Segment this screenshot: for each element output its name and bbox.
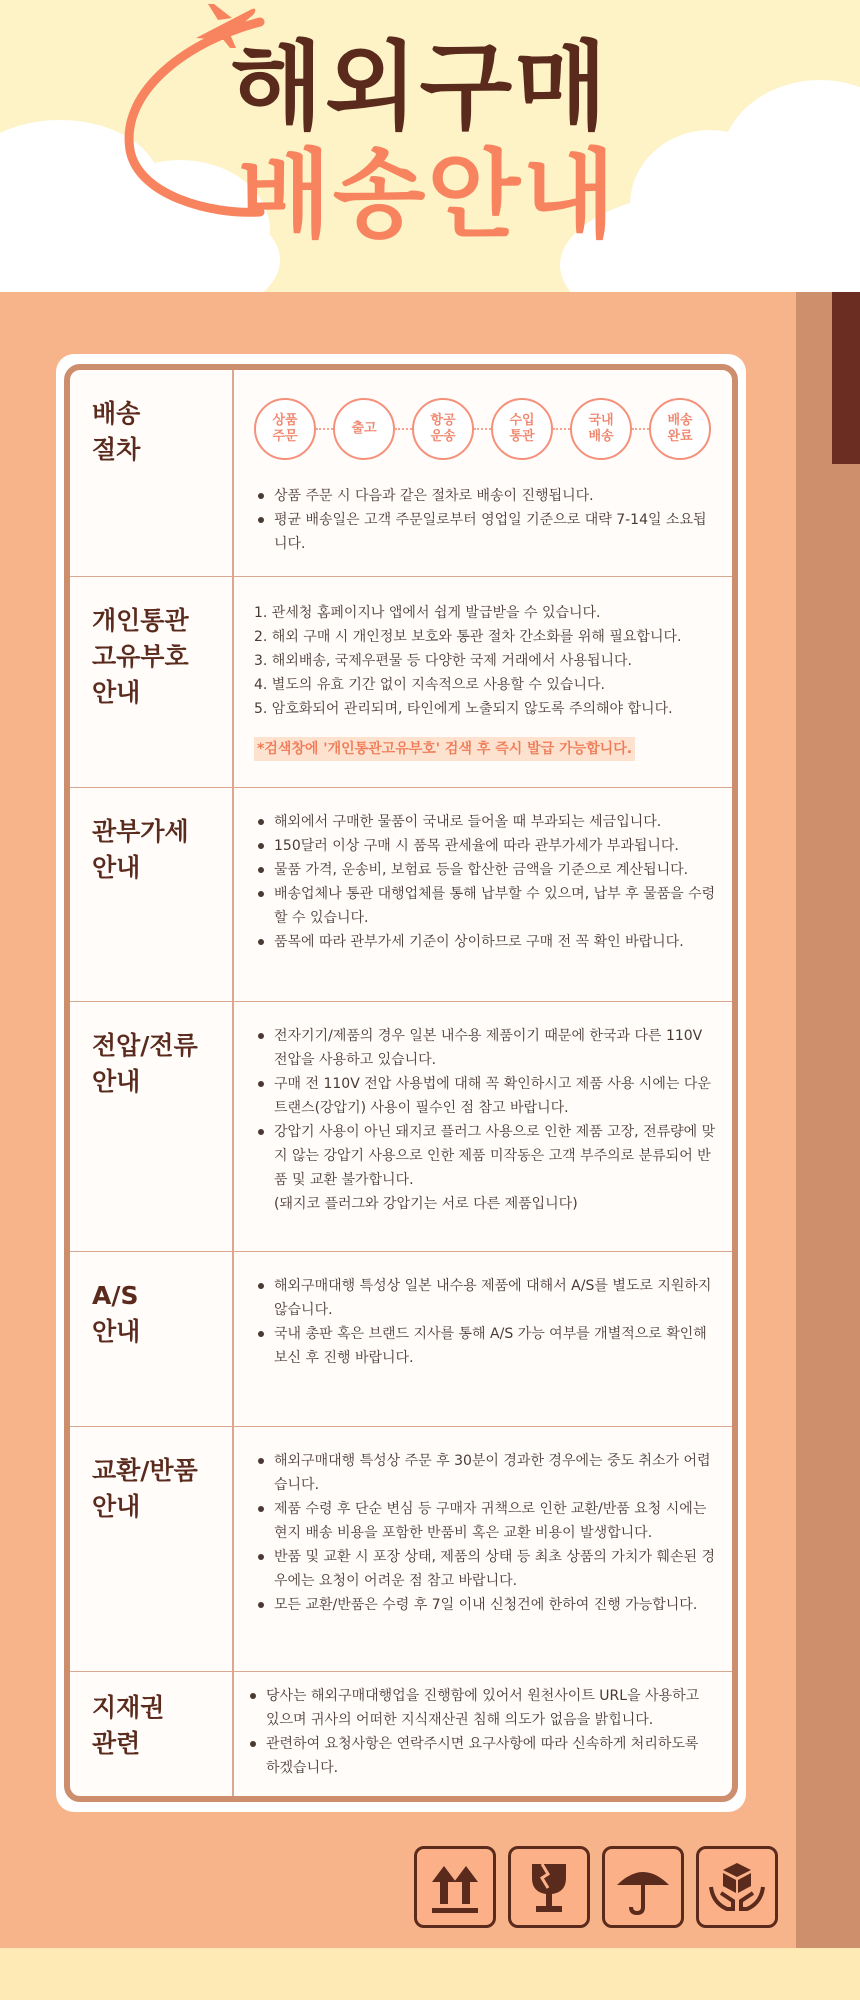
step-connector [474, 428, 491, 430]
list-item: 상품 주문 시 다음과 같은 절차로 배송이 진행됩니다. [254, 484, 716, 508]
row-label: 전압/전류 안내 [92, 1031, 198, 1096]
list-item: 관련하여 요청사항은 연락주시면 요구사항에 따라 신속하게 처리하도록 하겠습니다. [246, 1732, 716, 1780]
this-way-up-icon [414, 1846, 496, 1928]
step-release: 출고 [333, 398, 395, 460]
row-label: A/S 안내 [92, 1281, 141, 1346]
row-label: 관부가세 안내 [92, 817, 189, 882]
hero-banner [0, 0, 860, 292]
handle-with-care-icon [696, 1846, 778, 1928]
list-item: 제품 수령 후 단순 변심 등 구매자 귀책으로 인한 교환/반품 요청 시에는 현지 배송 비용을 포함한 반품비 혹은 교환 비용이 발생합니다. [254, 1497, 716, 1545]
bullet-list [246, 1684, 716, 1780]
footer-band [0, 1948, 860, 2000]
row-content [254, 810, 716, 954]
list-item: 모든 교환/반품은 수령 후 7일 이내 신청건에 한하여 진행 가능합니다. [254, 1593, 716, 1617]
list-item: 해외구매대행 특성상 일본 내수용 제품에 대해서 A/S를 별도로 지원하지 않습니다. [254, 1274, 716, 1322]
row-customs-code [70, 577, 732, 788]
shipping-steps [254, 398, 716, 460]
row-content [254, 601, 716, 761]
step-connector [395, 428, 412, 430]
step-customs: 수입 통관 [491, 398, 553, 460]
list-item: 5. 암호화되어 관리되며, 타인에게 노출되지 않도록 주의해야 합니다. [254, 701, 673, 717]
list-item: 2. 해외 구매 시 개인정보 보호와 통관 절차 간소화를 위해 필요합니다. [254, 629, 682, 645]
list-item: 평균 배송일은 고객 주문일로부터 영업일 기준으로 대략 7-14일 소요됩니다. [254, 508, 716, 556]
numbered-list [254, 601, 716, 721]
step-air: 항공 운송 [412, 398, 474, 460]
list-item: 구매 전 110V 전압 사용법에 대해 꼭 확인하시고 제품 사용 시에는 다운트랜스(강압기) 사용이 필수인 점 참고 바랍니다. [254, 1072, 716, 1120]
list-item: 품목에 따라 관부가세 기준이 상이하므로 구매 전 꼭 확인 바랍니다. [254, 930, 716, 954]
page-subtitle: 배송안내 [238, 139, 617, 251]
row-shipping [70, 370, 732, 577]
right-stripe [796, 292, 860, 1948]
list-item: 배송업체나 통관 대행업체를 통해 납부할 수 있으며, 납부 후 물품을 수령할 수 있습니다. [254, 882, 716, 930]
list-item: 전자기기/제품의 경우 일본 내수용 제품이기 때문에 한국과 다른 110V 전압을 사용하고 있습니다. [254, 1024, 716, 1072]
step-connector [316, 428, 333, 430]
list-item: 해외에서 구매한 물품이 국내로 들어올 때 부과되는 세금입니다. [254, 810, 716, 834]
bullet-list [254, 1449, 716, 1617]
row-label: 지재권 관련 [92, 1693, 165, 1758]
list-item: 1. 관세청 홈페이지나 앱에서 쉽게 발급받을 수 있습니다. [254, 605, 601, 621]
list-item: 강압기 사용이 아닌 돼지코 플러그 사용으로 인한 제품 고장, 전류량에 맞지 않는 강압기 사용으로 인한 제품 미작동은 고객 부주의로 분류되어 반품 및 교환 불가합니다. (돼지코 플러그와 강압기는 서로 다른 제품입니다) [254, 1120, 716, 1216]
fragile-icon [508, 1846, 590, 1928]
handling-icons [414, 1846, 778, 1928]
row-ip [70, 1672, 732, 1796]
bullet-list [254, 810, 716, 954]
row-content [246, 1684, 716, 1780]
list-item: 해외구매대행 특성상 주문 후 30분이 경과한 경우에는 중도 취소가 어렵습니다. [254, 1449, 716, 1497]
row-label: 교환/반품 안내 [92, 1456, 198, 1521]
step-order: 상품 주문 [254, 398, 316, 460]
info-table [64, 364, 738, 1802]
customs-note: *검색창에 '개인통관고유부호' 검색 후 즉시 발급 가능합니다. [254, 737, 635, 761]
list-item: 4. 별도의 유효 기간 없이 지속적으로 사용할 수 있습니다. [254, 677, 605, 693]
list-item: 3. 해외배송, 국제우편물 등 다양한 국제 거래에서 사용됩니다. [254, 653, 632, 669]
bullet-list [254, 484, 716, 556]
list-item: 반품 및 교환 시 포장 상태, 제품의 상태 등 최초 상품의 가치가 훼손된 경우에는 요청이 어려운 점 참고 바랍니다. [254, 1545, 716, 1593]
row-exchange [70, 1427, 732, 1672]
step-complete: 배송 완료 [649, 398, 711, 460]
row-label: 배송 절차 [92, 399, 141, 464]
row-duty [70, 788, 732, 1002]
row-content [254, 370, 716, 556]
dark-tab [832, 292, 860, 464]
step-connector [632, 428, 649, 430]
page-title: 해외구매 [230, 31, 609, 143]
row-label: 개인통관 고유부호 안내 [92, 606, 189, 707]
row-as [70, 1252, 732, 1427]
list-item: 물품 가격, 운송비, 보험료 등을 합산한 금액을 기준으로 계산됩니다. [254, 858, 716, 882]
step-connector [553, 428, 570, 430]
list-item: 150달러 이상 구매 시 품목 관세율에 따라 관부가세가 부과됩니다. [254, 834, 716, 858]
keep-dry-icon [602, 1846, 684, 1928]
step-domestic: 국내 배송 [570, 398, 632, 460]
row-content [254, 1274, 716, 1370]
list-item: 당사는 해외구매대행업을 진행함에 있어서 원천사이트 URL을 사용하고 있으며 귀사의 어떠한 지식재산권 침해 의도가 없음을 밝힙니다. [246, 1684, 716, 1732]
bullet-list [254, 1274, 716, 1370]
row-content [254, 1024, 716, 1216]
row-content [254, 1449, 716, 1617]
list-item: 국내 총판 혹은 브랜드 지사를 통해 A/S 가능 여부를 개별적으로 확인해보신 후 진행 바랍니다. [254, 1322, 716, 1370]
row-voltage [70, 1002, 732, 1252]
bullet-list [254, 1024, 716, 1216]
